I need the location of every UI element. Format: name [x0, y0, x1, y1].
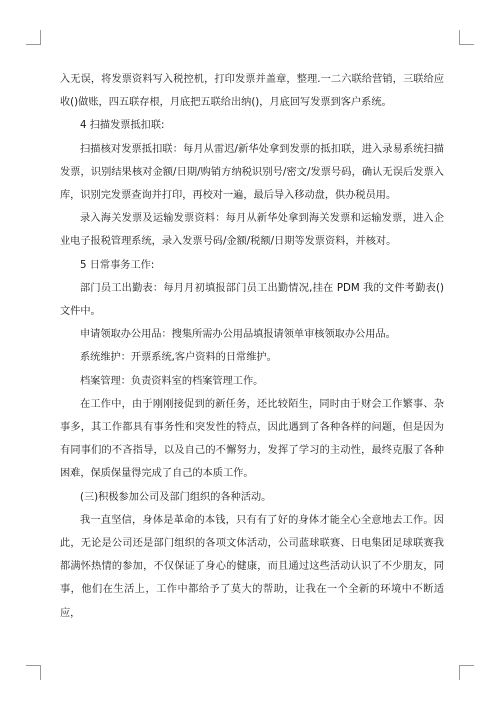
crop-mark-bottom-right — [459, 665, 474, 680]
paragraph-archive-management: 档案管理：负责资料室的档案管理工作。 — [80, 375, 264, 387]
paragraph-attendance: 部门员工出勤表：每月月初填报部门员工出勤情况,挂在 PDM 我的文件考勤表()文件中。 — [60, 282, 444, 318]
paragraph-activities: 我一直坚信，身体是革命的本钱，只有有了好的身体才能全心全意地去工作。因此，无论是公司还是部门组织的各项文体活动，公司蓝球联赛、日电集团足球联赛我都满怀热情的参加，不仅保证了身心的健康，而且通过这些活动认识了不少朋友，同事，他们在生活上，工作中都给予了莫大的帮助，让我在一个全新的环境中不断适应， — [60, 514, 444, 619]
paragraph-continuation: 入无误，将发票资料写入税控机，打印发票并盖章，整理.一二六联给营销，三联给应收()做账，四五联存根，月底把五联给出纳()，月底回写发票到客户系统。 — [60, 74, 444, 109]
section-heading-daily-affairs: 5 日常事务工作: — [80, 259, 155, 271]
document-body — [60, 68, 444, 625]
paragraph-customs-invoice: 录入海关发票及运输发票资料：每月从新华处拿到海关发票和运输发票，进入企业电子报税管理系统，录入发票号码/金额/税额/日期等发票资料，并核对。 — [60, 213, 444, 248]
paragraph-work-summary: 在工作中，由于刚刚接促到的新任务，还比较陌生，同时由于财会工作繁事、杂事多，其工作都具有事务性和突发性的特点，因此遇到了各种各样的问题，但是因为有同事们的不吝指导，以及自己的不懈努力，发挥了学习的主动性，最终克服了各种困难，保质保量得完成了自己的本质工作。 — [60, 398, 444, 480]
paragraph-office-supplies: 申请领取办公用品：搜集所需办公用品填报请领单审核领取办公用品。 — [80, 329, 396, 341]
paragraph-system-maintenance: 系统维护：开票系统,客户资料的日常维护。 — [80, 352, 277, 364]
crop-mark-bottom-left — [26, 665, 41, 680]
crop-mark-top-right — [459, 30, 474, 45]
section-heading-activities: (三)积极参加公司及部门组织的各种活动。 — [80, 491, 272, 503]
paragraph-scan-verify: 扫描核对发票抵扣联：每月从雷迟/新华处拿到发票的抵扣联，进入录易系统扫描发票，识别结果核对金额/日期/购销方纳税识别号/密文/发票号码，确认无误后发票入库，识别完发票查询并打印，再校对一遍，最后导入移动盘，供办税员用。 — [60, 143, 444, 202]
crop-mark-top-left — [26, 30, 41, 45]
section-heading-scan-invoice: 4 扫描发票抵扣联: — [80, 120, 165, 132]
